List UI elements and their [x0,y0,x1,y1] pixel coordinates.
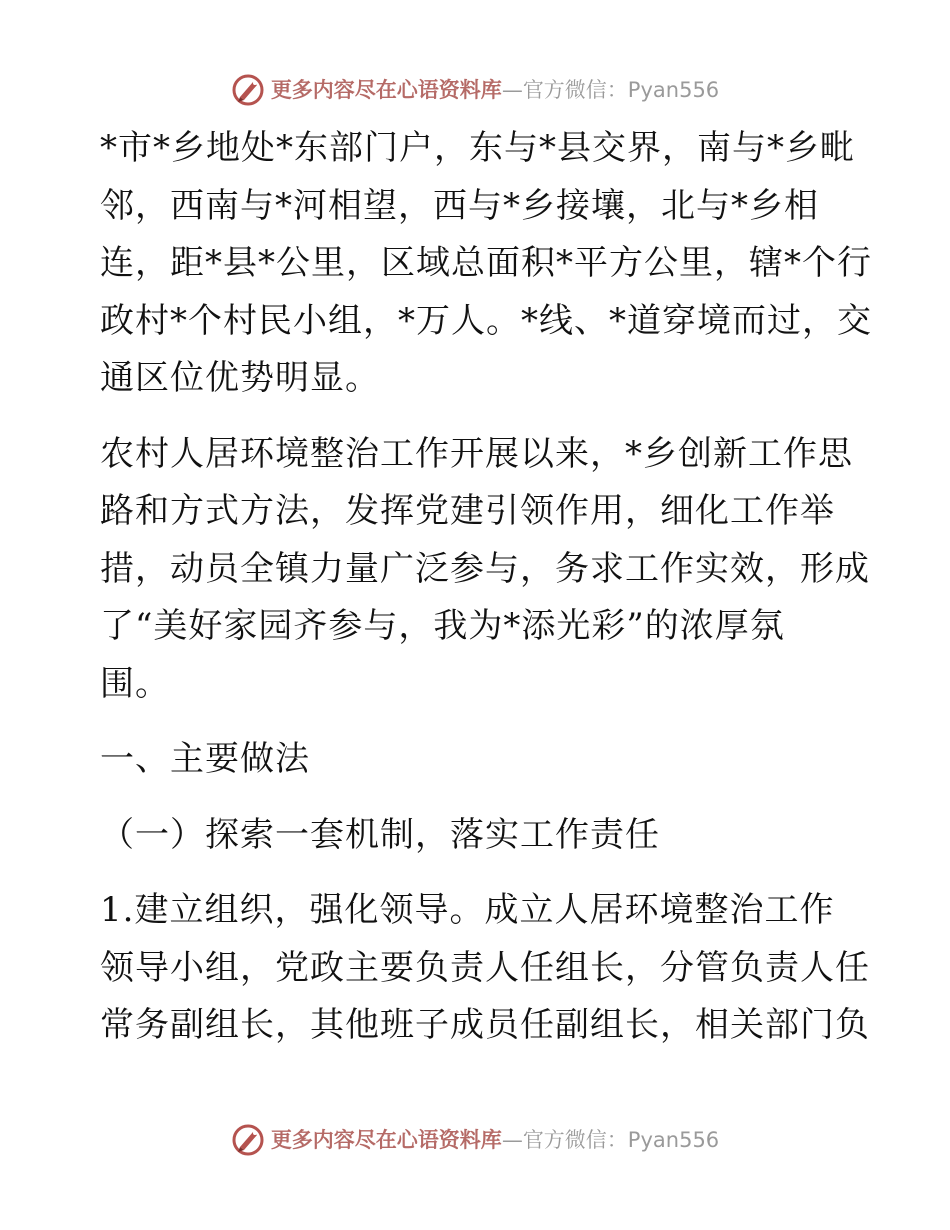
paragraph-organization [100,882,870,1055]
text-line: 领导小组，党政主要负责人任组长，分管负责人任 [100,947,870,988]
text-line: 政村*个村民小组，*万人。*线、*道穿境而过，交 [100,300,872,341]
text-line: 路和方式方法，发挥党建引领作用，细化工作举 [100,491,835,531]
text-line: 常务副组长，其他班子成员任副组长，相关部门负 [100,1005,870,1045]
heading-text: 一、主要做法 [100,739,310,779]
document-body [100,120,872,1055]
text-line: *市*乡地处*东部门户，东与*县交界，南与*乡毗 [100,128,855,168]
pen-logo-icon [231,1123,265,1157]
footer-banner [0,1120,950,1160]
banner-title: 更多内容尽在心语资料库 [270,77,502,102]
pen-logo-icon [231,73,265,107]
heading-text: （一）探索一套机制，落实工作责任 [100,814,660,855]
text-line: 通区位优势明显。 [100,358,380,398]
banner-text [271,1129,719,1151]
banner-wechat: —官方微信：Pyan556 [501,78,720,102]
header-banner [0,70,950,110]
text-line: 1.建立组织，强化领导。成立人居环境整治工作 [100,890,835,930]
banner-wechat: —官方微信：Pyan556 [501,1128,720,1152]
paragraph-location [100,120,872,408]
text-line: 农村人居环境整治工作开展以来，*乡创新工作思 [100,433,853,474]
section-heading [100,731,850,789]
paragraph-overview [100,426,870,714]
subsection-heading [100,807,850,865]
banner-title: 更多内容尽在心语资料库 [270,1127,502,1152]
text-line: 围。 [100,663,170,704]
banner-text [271,79,719,101]
text-line: 了“美好家园齐参与，我为*添光彩”的浓厚氛 [100,606,785,646]
text-line: 连，距*县*公里，区域总面积*平方公里，辖*个行 [100,243,872,283]
text-line: 措，动员全镇力量广泛参与，务求工作实效，形成 [100,548,870,589]
text-line: 邻，西南与*河相望，西与*乡接壤，北与*乡相 [100,185,819,226]
